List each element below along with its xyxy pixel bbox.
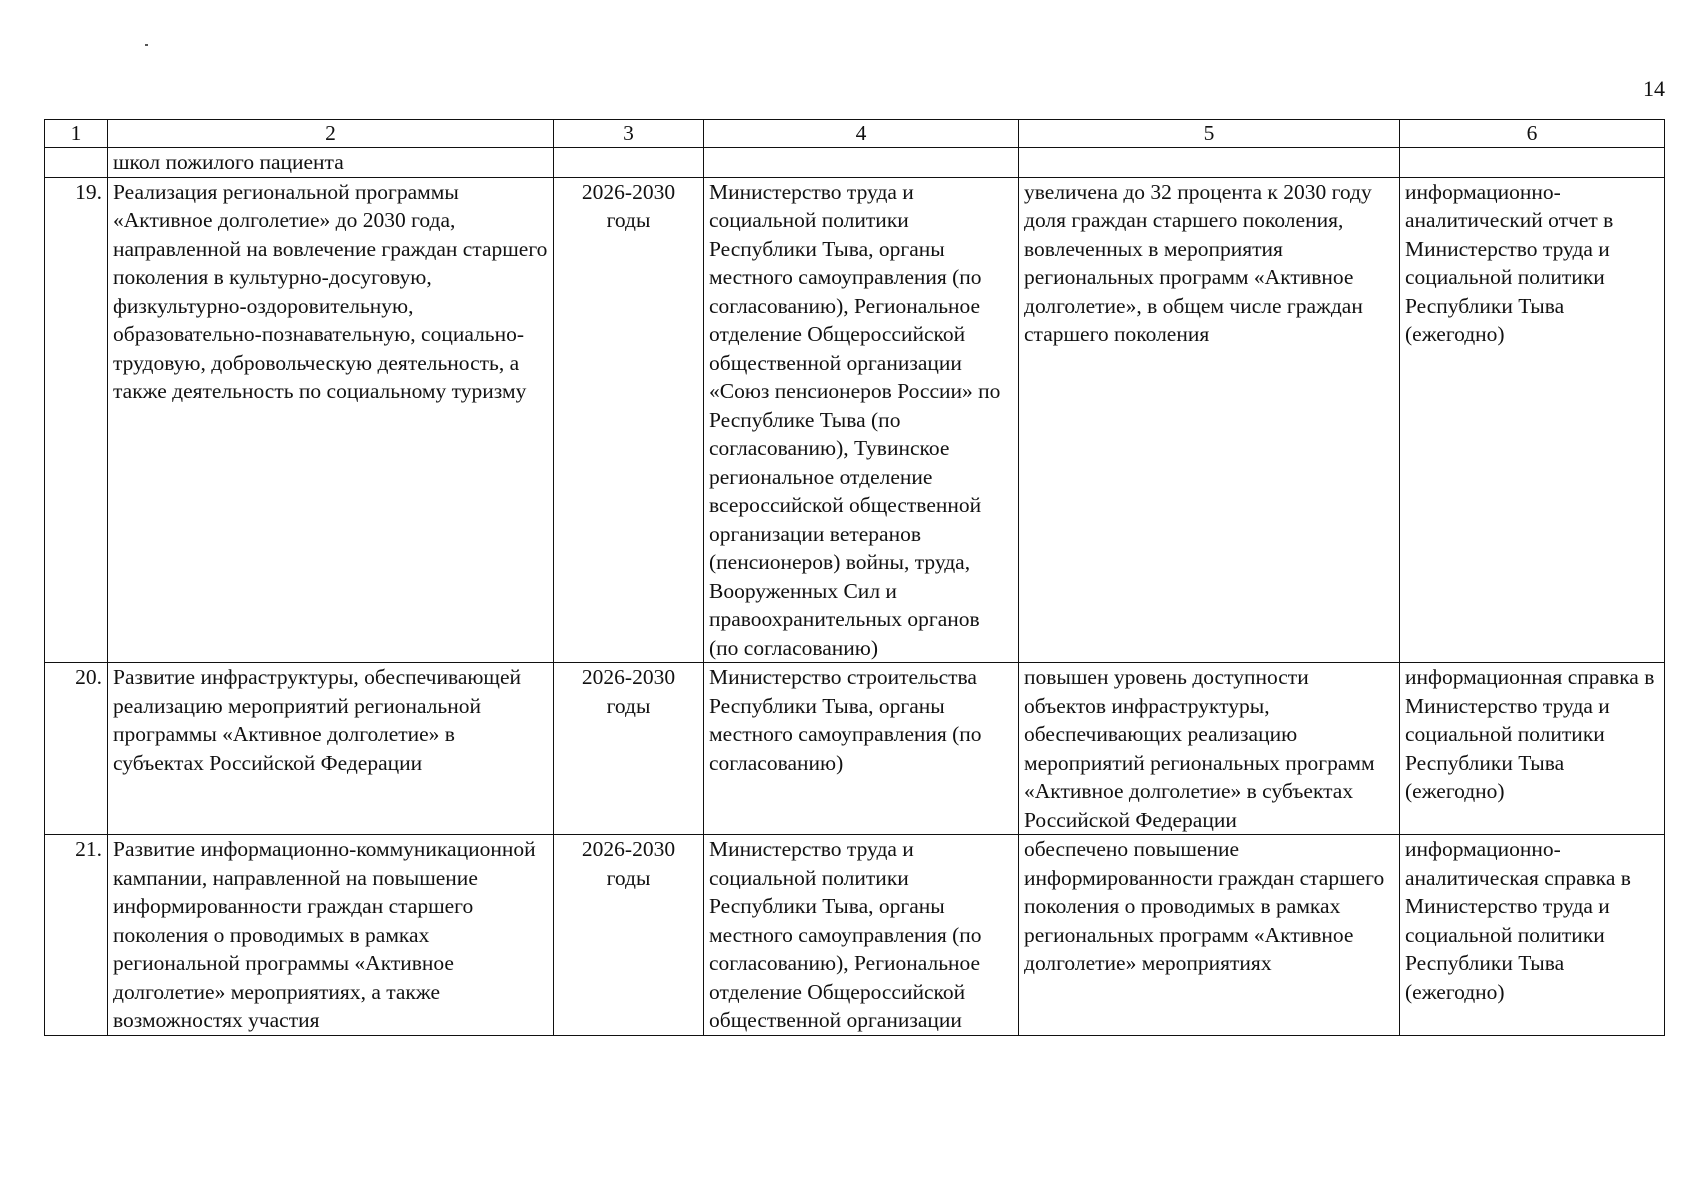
responsible-cell: Министерство строительства Республики Тыва, органы местного самоуправления (по согласованию) — [704, 663, 1019, 835]
row-number: 20. — [45, 663, 108, 835]
measure-name: школ пожилого пациента — [108, 148, 554, 178]
row-number: 19. — [45, 177, 108, 663]
responsible-cell — [704, 148, 1019, 178]
report-cell: информационно-аналитическая справка в Министерство труда и социальной политики Республики Тыва (ежегодно) — [1400, 835, 1665, 1036]
measure-name: Развитие информационно-коммуникационной кампании, направленной на повышение информированности граждан старшего поколения о проводимых в рамках региональной программы «Активное долголетие» мероприятиях, а также возможностях участия — [108, 835, 554, 1036]
page-number: 14 — [1643, 76, 1665, 101]
measure-name: Развитие инфраструктуры, обеспечивающей реализацию мероприятий региональной программы «Активное долголетие» в субъектах Российской Федерации — [108, 663, 554, 835]
continuation-row — [45, 148, 1665, 178]
period-cell — [554, 177, 704, 663]
column-number-row — [45, 120, 1665, 148]
row-number: 21. — [45, 835, 108, 1036]
period-unit: годы — [606, 208, 651, 232]
result-cell: повышен уровень доступности объектов инфраструктуры, обеспечивающих реализацию мероприятий региональных программ «Активное долголетие» в субъектах Российской Федерации — [1019, 663, 1400, 835]
scan-speck — [145, 44, 148, 46]
table-row — [45, 663, 1665, 835]
action-plan-table — [44, 119, 1665, 1036]
table-row — [45, 835, 1665, 1036]
report-cell — [1400, 148, 1665, 178]
result-cell — [1019, 148, 1400, 178]
report-cell: информационная справка в Министерство труда и социальной политики Республики Тыва (ежегодно) — [1400, 663, 1665, 835]
table-row — [45, 177, 1665, 663]
report-cell: информационно-аналитический отчет в Министерство труда и социальной политики Республики Тыва (ежегодно) — [1400, 177, 1665, 663]
result-cell: увеличена до 32 процента к 2030 году доля граждан старшего поколения, вовлеченных в мероприятия региональных программ «Активное долголетие», в общем числе граждан старшего поколения — [1019, 177, 1400, 663]
column-header: 3 — [554, 120, 704, 148]
period-unit: годы — [606, 693, 651, 718]
responsible-cell: Министерство труда и социальной политики Республики Тыва, органы местного самоуправления (по согласованию), Региональное отделение Общероссийской общественной организации — [704, 835, 1019, 1036]
period-cell — [554, 148, 704, 178]
period-years: 2026-2030 — [581, 665, 676, 689]
period-years: 2026-2030 — [581, 837, 676, 861]
measure-name: Реализация региональной программы «Активное долголетие» до 2030 года, направленной на вовлечение граждан старшего поколения в культурно-досуговую, физкультурно-оздоровительную, образовательно-познавательную, социально-трудовую, добровольческую деятельность, а также деятельность по социальному туризму — [108, 177, 554, 663]
period-unit: годы — [606, 865, 651, 890]
row-number — [45, 148, 108, 178]
result-cell: обеспечено повышение информированности граждан старшего поколения о проводимых в рамках региональных программ «Активное долголетие» мероприятиях — [1019, 835, 1400, 1036]
column-header: 5 — [1019, 120, 1400, 148]
column-header: 4 — [704, 120, 1019, 148]
period-years: 2026-2030 — [581, 179, 676, 204]
period-cell — [554, 835, 704, 1036]
responsible-cell: Министерство труда и социальной политики Республики Тыва, органы местного самоуправления (по согласованию), Региональное отделение Общероссийской общественной организации «Союз пенсионеров России» по Республике Тыва (по согласованию), Тувинское региональное отделение всероссийской общественной организации ветеранов (пенсионеров) войны, труда, Вооруженных Сил и правоохранительных органов (по согласованию) — [704, 177, 1019, 663]
column-header: 2 — [108, 120, 554, 148]
period-cell — [554, 663, 704, 835]
column-header: 6 — [1400, 120, 1665, 148]
column-header: 1 — [45, 120, 108, 148]
